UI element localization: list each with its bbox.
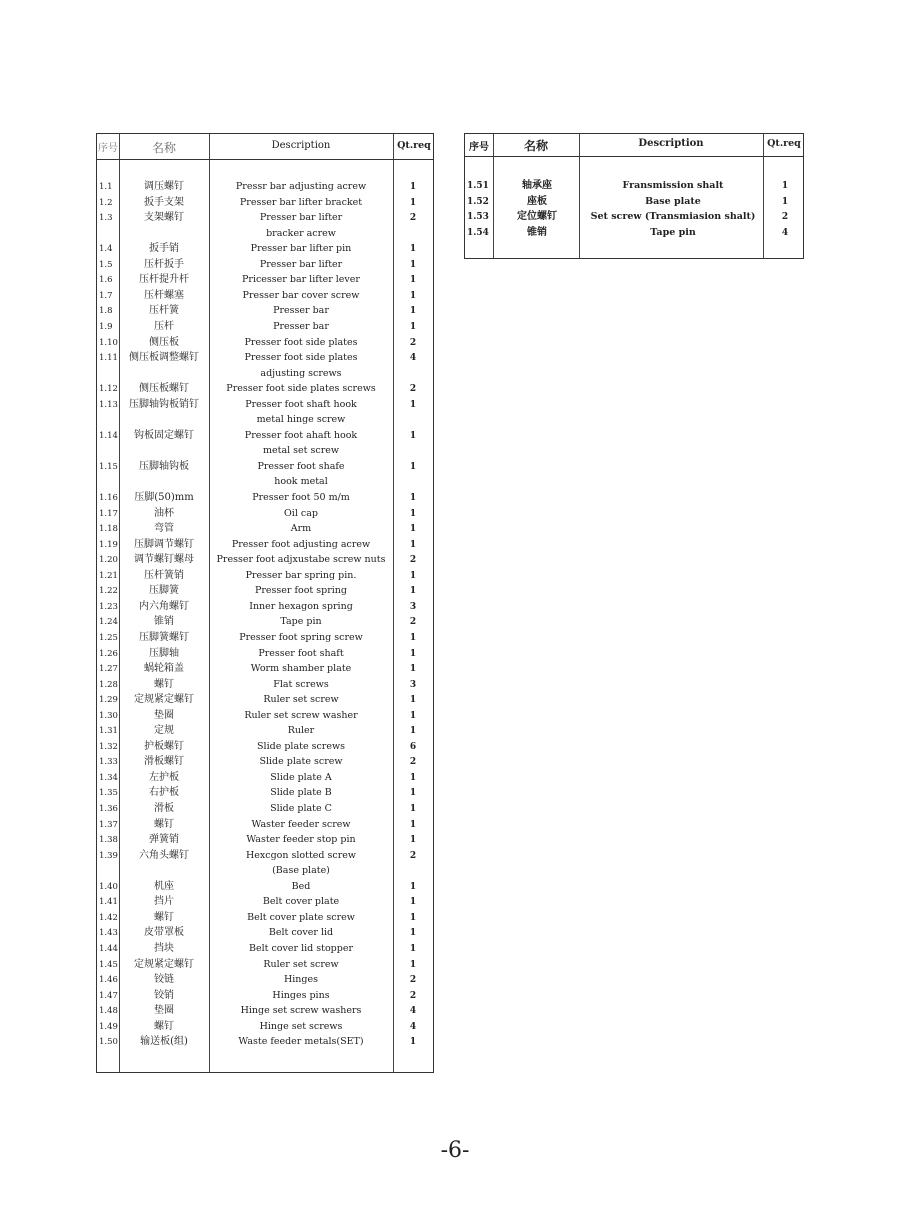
part-description: Slide plate A — [270, 771, 332, 783]
part-quantity: 1 — [409, 586, 417, 597]
parts-table-right — [464, 133, 804, 259]
part-name-chinese: 蜗轮箱盖 — [144, 663, 184, 675]
part-number: 1.54 — [467, 227, 489, 238]
part-name-chinese: 压杆 — [154, 320, 174, 332]
part-quantity: 1 — [409, 461, 417, 472]
part-description: Ruler set screw — [263, 694, 339, 706]
part-name-chinese: 弯管 — [154, 523, 174, 535]
part-name-chinese: 油杯 — [154, 507, 174, 519]
part-quantity: 1 — [409, 928, 417, 939]
part-quantity: 1 — [409, 321, 417, 332]
part-description: bracker acrew — [266, 227, 336, 239]
part-name-chinese: 轴承座 — [522, 180, 552, 191]
part-description: Presser bar lifter bracket — [239, 196, 363, 208]
part-description: Presser bar cover screw — [242, 289, 360, 301]
part-name-chinese: 压脚簧螺钉 — [139, 631, 189, 643]
part-name-chinese: 压杆螺塞 — [144, 289, 184, 301]
part-number: 1.14 — [99, 430, 118, 441]
part-name-chinese: 垫圈 — [154, 1005, 174, 1017]
part-quantity: 1 — [409, 881, 417, 892]
part-description: Ruler set screw — [263, 958, 339, 970]
part-number: 1.4 — [99, 244, 113, 255]
part-description: Worm shamber plate — [250, 663, 352, 675]
part-number: 1.10 — [99, 337, 118, 348]
part-quantity: 1 — [409, 695, 417, 706]
part-description: Presser foot spring — [254, 585, 348, 597]
part-quantity: 1 — [409, 726, 417, 737]
part-name-chinese: 压脚(50)mm — [134, 492, 194, 503]
part-quantity: 1 — [409, 835, 417, 846]
part-name-chinese: 扳手支架 — [144, 196, 184, 208]
part-name-chinese: 侧压板螺钉 — [139, 383, 189, 395]
part-description: Presser foot side plates screws — [226, 383, 376, 395]
part-number: 1.22 — [99, 586, 118, 597]
part-name-chinese: 右护板 — [149, 787, 179, 799]
part-description: metal set screw — [263, 445, 339, 457]
part-description: Pricesser bar lifter lever — [242, 274, 360, 286]
header-no: 序号 — [98, 143, 118, 154]
part-description: Waster feeder stop pin — [246, 834, 356, 846]
part-quantity: 1 — [409, 244, 417, 255]
part-number: 1.19 — [99, 539, 118, 550]
part-number: 1.6 — [99, 275, 113, 286]
part-description: Presser bar lifter — [259, 258, 343, 270]
part-description: Presser bar — [273, 320, 329, 332]
part-quantity: 3 — [409, 679, 417, 690]
part-name-chinese: 铰链 — [154, 974, 174, 986]
part-number: 1.35 — [99, 788, 118, 799]
part-number: 1.52 — [467, 196, 489, 207]
part-description: Hinge set screws — [259, 1020, 343, 1032]
part-description: Presser foot shaft — [258, 647, 344, 659]
part-number: 1.38 — [99, 835, 118, 846]
part-description: Slide plate screw — [259, 756, 343, 768]
part-quantity: 2 — [409, 990, 417, 1001]
part-number: 1.9 — [99, 321, 113, 332]
part-number: 1.36 — [99, 804, 118, 814]
part-quantity: 2 — [409, 975, 417, 986]
part-description: Hexcgon slotted screw — [245, 849, 356, 861]
part-name-chinese: 定规 — [154, 725, 174, 737]
part-description: metal hinge screw — [256, 414, 346, 426]
part-number: 1.30 — [99, 710, 118, 721]
part-description: Presser bar spring pin. — [245, 569, 357, 581]
part-description: Presser bar — [273, 305, 329, 317]
part-name-chinese: 皮带罩板 — [144, 927, 184, 939]
part-quantity: 1 — [409, 632, 417, 643]
part-quantity: 1 — [409, 290, 417, 301]
header-divider — [97, 159, 433, 160]
part-name-chinese: 锥销 — [527, 226, 547, 238]
part-quantity: 1 — [409, 912, 417, 923]
part-number: 1.26 — [99, 648, 118, 659]
part-name-chinese: 护板螺钉 — [144, 740, 184, 752]
part-description: Waster feeder screw — [251, 818, 351, 830]
part-quantity: 1 — [409, 275, 417, 286]
part-description: Inner hexagon spring — [249, 600, 353, 612]
part-quantity: 1 — [409, 1037, 417, 1048]
part-name-chinese: 压脚簧 — [149, 585, 179, 597]
part-description: hook metal — [274, 476, 328, 488]
header-no: 序号 — [469, 142, 489, 153]
part-description: Waste feeder metals(SET) — [238, 1036, 364, 1048]
part-number: 1.8 — [99, 306, 113, 317]
part-quantity: 1 — [409, 493, 417, 503]
part-name-chinese: 侧压板调整螺钉 — [129, 352, 199, 364]
part-number: 1.24 — [99, 617, 118, 628]
part-name-chinese: 挡片 — [154, 896, 174, 908]
part-number: 1.20 — [99, 555, 118, 566]
part-name-chinese: 压脚轴钩板 — [139, 460, 189, 472]
part-quantity: 1 — [409, 788, 417, 799]
part-number: 1.31 — [99, 726, 118, 737]
part-name-chinese: 定位螺钉 — [517, 211, 557, 222]
part-description: Belt cover lid — [268, 927, 334, 939]
part-number: 1.40 — [99, 881, 118, 892]
part-number: 1.53 — [467, 212, 489, 222]
part-description: Tape pin — [650, 226, 696, 238]
part-number: 1.32 — [99, 741, 118, 752]
part-number: 1.16 — [99, 493, 118, 503]
part-number: 1.37 — [99, 819, 118, 830]
part-number: 1.41 — [99, 897, 118, 908]
part-name-chinese: 定规紧定螺钉 — [134, 694, 194, 706]
part-description: Presser bar lifter pin — [250, 243, 352, 255]
part-number: 1.25 — [99, 632, 118, 643]
part-description: (Base plate) — [272, 865, 330, 877]
parts-table-left — [96, 133, 434, 1073]
part-quantity: 4 — [409, 1021, 417, 1032]
part-number: 1.23 — [99, 601, 118, 612]
part-description: Arm — [290, 523, 312, 535]
part-name-chinese: 螺钉 — [154, 818, 174, 830]
part-quantity: 1 — [409, 539, 417, 550]
part-quantity: 3 — [409, 601, 417, 612]
part-number: 1.34 — [99, 772, 118, 783]
part-name-chinese: 压杆提升杆 — [139, 274, 189, 286]
part-name-chinese: 弹簧销 — [149, 834, 179, 846]
part-name-chinese: 六角头螺钉 — [139, 849, 189, 861]
header-name: 名称 — [151, 141, 176, 155]
part-description: Presser foot ahaft hook — [244, 429, 358, 441]
part-description: Slide plate B — [270, 787, 332, 799]
part-quantity: 6 — [409, 741, 417, 752]
part-number: 1.3 — [99, 213, 113, 224]
part-description: Base plate — [645, 195, 701, 207]
part-number: 1.28 — [99, 679, 118, 690]
part-number: 1.1 — [99, 182, 113, 192]
part-number: 1.12 — [99, 384, 118, 395]
part-description: Presser foot adjxustabe screw nuts — [216, 554, 386, 566]
part-quantity: 2 — [781, 212, 789, 222]
part-name-chinese: 调节螺钉螺母 — [134, 554, 194, 566]
part-description: Tape pin — [280, 616, 322, 628]
part-name-chinese: 调压螺钉 — [144, 181, 184, 192]
part-number: 1.33 — [99, 757, 118, 768]
part-quantity: 2 — [409, 757, 417, 768]
part-quantity: 1 — [409, 897, 417, 908]
part-description: Ruler — [287, 725, 315, 737]
part-quantity: 1 — [409, 430, 417, 441]
part-description: Belt cover plate — [262, 896, 340, 908]
part-quantity: 1 — [781, 181, 789, 191]
page-number: -6- — [440, 1138, 470, 1163]
part-description: Pressr bar adjusting acrew — [235, 181, 367, 192]
part-name-chinese: 垫圈 — [154, 709, 174, 721]
part-quantity: 1 — [409, 648, 417, 659]
part-name-chinese: 压杆簧 — [149, 305, 179, 317]
part-quantity: 2 — [409, 617, 417, 628]
part-quantity: 2 — [409, 555, 417, 566]
part-number: 1.5 — [99, 259, 113, 270]
part-quantity: 1 — [409, 819, 417, 830]
part-quantity: 2 — [409, 213, 417, 224]
part-number: 1.17 — [99, 508, 118, 519]
part-number: 1.47 — [99, 990, 118, 1001]
header-qty: Qt.req — [767, 138, 801, 149]
header-description: Description — [638, 138, 704, 149]
part-description: Hinges — [283, 974, 319, 986]
part-quantity: 1 — [409, 772, 417, 783]
part-description: Presser bar lifter — [259, 212, 343, 224]
part-description: Presser foot shaft hook — [245, 398, 357, 410]
part-name-chinese: 定规紧定螺钉 — [134, 958, 194, 970]
part-quantity: 2 — [409, 850, 417, 861]
part-quantity: 1 — [409, 259, 417, 270]
part-name-chinese: 侧压板 — [149, 336, 179, 348]
part-name-chinese: 滑板螺钉 — [144, 756, 184, 768]
part-quantity: 1 — [409, 508, 417, 519]
part-description: Presser foot side plates — [244, 352, 358, 364]
part-description: Bed — [291, 880, 311, 892]
part-description: Presser foot adjusting acrew — [231, 538, 371, 550]
part-name-chinese: 输送板(组) — [140, 1036, 188, 1048]
part-name-chinese: 螺钉 — [154, 911, 174, 923]
part-name-chinese: 挡块 — [154, 942, 174, 954]
part-number: 1.43 — [99, 928, 118, 939]
part-quantity: 1 — [409, 570, 417, 581]
part-quantity: 1 — [409, 664, 417, 675]
part-number: 1.44 — [99, 943, 118, 954]
part-description: Set screw (Transmiasion shalt) — [590, 211, 756, 222]
column-divider — [579, 134, 580, 258]
part-description: Hinge set screw washers — [240, 1005, 362, 1017]
part-number: 1.46 — [99, 975, 118, 986]
header-description: Description — [271, 140, 331, 151]
part-description: Flat screws — [273, 678, 329, 690]
part-number: 1.27 — [99, 664, 118, 675]
part-quantity: 4 — [781, 227, 789, 238]
part-quantity: 1 — [781, 196, 789, 207]
header-divider — [465, 156, 803, 157]
part-name-chinese: 压杆簧销 — [144, 569, 184, 581]
part-quantity: 2 — [409, 384, 417, 395]
part-description: Presser foot spring screw — [239, 631, 363, 643]
part-number: 1.48 — [99, 1006, 118, 1017]
part-description: Slide plate C — [270, 803, 332, 814]
part-description: Belt cover lid stopper — [249, 942, 353, 954]
part-quantity: 1 — [409, 524, 417, 535]
header-name: 名称 — [523, 139, 548, 153]
part-name-chinese: 机座 — [154, 880, 174, 892]
part-number: 1.7 — [99, 290, 113, 301]
part-quantity: 1 — [409, 182, 417, 192]
part-description: Presser foot 50 m/m — [252, 492, 350, 503]
part-name-chinese: 滑板 — [154, 803, 174, 814]
part-description: Oil cap — [284, 507, 318, 519]
part-name-chinese: 锥销 — [154, 616, 174, 628]
part-quantity: 1 — [409, 804, 417, 814]
part-name-chinese: 座板 — [527, 195, 547, 207]
part-name-chinese: 螺钉 — [154, 678, 174, 690]
part-number: 1.13 — [99, 399, 118, 410]
part-number: 1.2 — [99, 197, 113, 208]
part-description: Presser foot shafe — [257, 460, 345, 472]
part-number: 1.49 — [99, 1021, 118, 1032]
part-name-chinese: 内六角螺钉 — [139, 600, 189, 612]
part-name-chinese: 压脚轴钩板销钉 — [129, 398, 199, 410]
part-quantity: 1 — [409, 306, 417, 317]
header-qty: Qt.req — [397, 140, 431, 151]
part-name-chinese: 左护板 — [149, 771, 179, 783]
part-number: 1.18 — [99, 524, 118, 535]
part-quantity: 1 — [409, 399, 417, 410]
part-description: Presser foot side plates — [244, 336, 358, 348]
part-name-chinese: 压脚轴 — [149, 647, 179, 659]
part-description: adjusting screws — [260, 367, 342, 379]
part-description: Fransmission shalt — [622, 180, 724, 191]
part-quantity: 2 — [409, 337, 417, 348]
part-name-chinese: 压脚调节螺钉 — [134, 538, 194, 550]
part-number: 1.39 — [99, 850, 118, 861]
part-description: Hinges pins — [272, 989, 330, 1001]
part-quantity: 4 — [409, 353, 417, 364]
part-description: Ruler set screw washer — [244, 709, 358, 721]
part-number: 1.29 — [99, 695, 118, 706]
part-name-chinese: 铰销 — [154, 989, 174, 1001]
part-description: Slide plate screws — [257, 740, 345, 752]
part-quantity: 4 — [409, 1006, 417, 1017]
part-name-chinese: 支架螺钉 — [144, 212, 184, 224]
part-name-chinese: 钩板固定螺钉 — [134, 429, 194, 441]
part-number: 1.15 — [99, 461, 118, 472]
part-number: 1.11 — [99, 353, 118, 364]
part-quantity: 1 — [409, 197, 417, 208]
part-name-chinese: 扳手销 — [149, 243, 179, 255]
part-number: 1.50 — [99, 1037, 118, 1048]
part-number: 1.42 — [99, 912, 118, 923]
part-name-chinese: 螺钉 — [154, 1020, 174, 1032]
part-quantity: 1 — [409, 710, 417, 721]
part-quantity: 1 — [409, 943, 417, 954]
part-name-chinese: 压杆扳手 — [144, 258, 184, 270]
part-number: 1.45 — [99, 959, 118, 970]
part-number: 1.21 — [99, 570, 118, 581]
part-quantity: 1 — [409, 959, 417, 970]
part-number: 1.51 — [467, 181, 489, 191]
part-description: Belt cover plate screw — [247, 911, 355, 923]
